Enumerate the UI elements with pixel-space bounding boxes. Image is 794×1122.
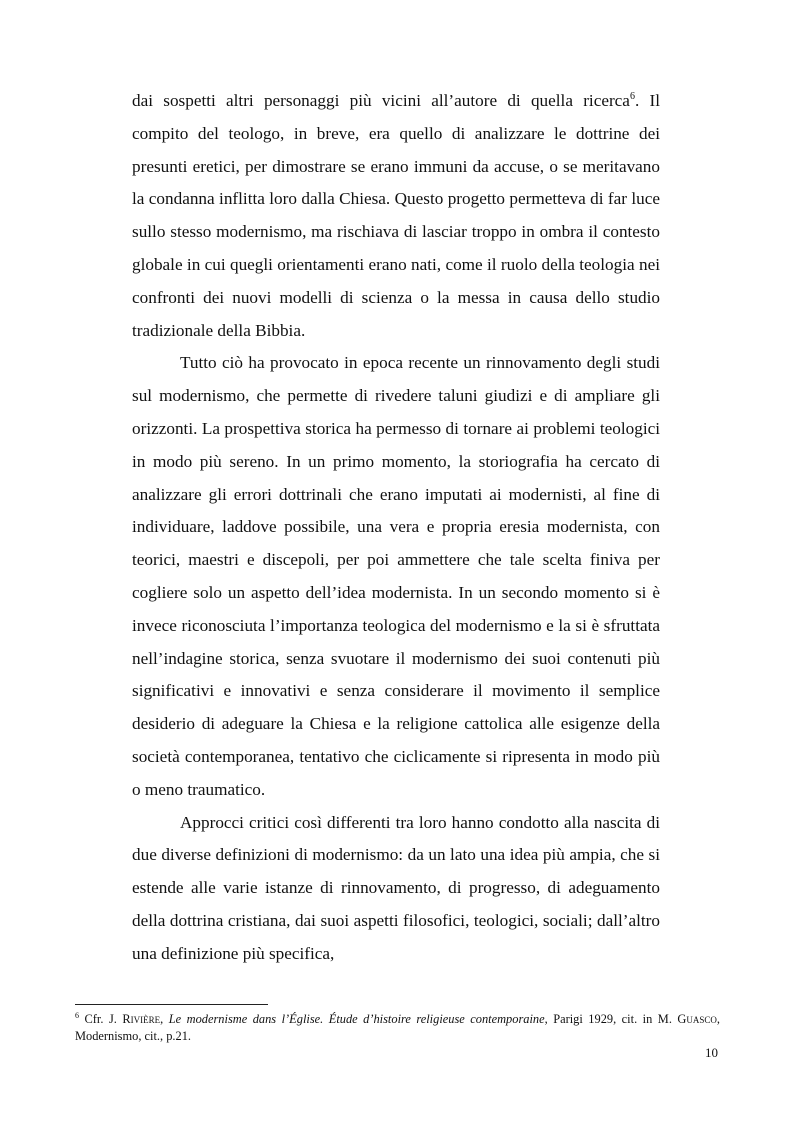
footnote-author-1: Rivière [122,1012,161,1026]
footnote-author-2: Guasco [677,1012,717,1026]
page-number: 10 [705,1045,718,1060]
footnote-middle: , Parigi 1929, cit. in M. [544,1012,678,1026]
paragraph-1 [132,85,660,347]
paragraph-1-text-end: . Il compito del teologo, in breve, era quello di analizzare le dottrine dei presunti eretici, per dimostrare se erano immuni da accuse, o se meritavano la condanna inflitta loro dalla Chiesa. Questo progetto permetteva di far luce sullo stesso modernismo, ma rischiava di lasciar troppo in ombra il contesto globale in cui quegli orientamenti erano nati, come il ruolo della teologia nei confronti dei nuovi modelli di scienza o la messa in causa dello studio tradizionale della Bibbia. [132,91,661,340]
paragraph-1-text-start: dai sospetti altri personaggi più vicini all’autore di quella ricerca [132,91,630,110]
footnote-reference: 6 [629,91,635,102]
footnote-tail: , Modernismo, cit., p.21. [75,1012,720,1043]
paragraph-3: Approcci critici così differenti tra loro hanno condotto alla nascita di due diverse definizioni di modernismo: da un lato una idea più ampia, che si estende alle varie istanze di rinnovamento, di progresso, di adeguamento della dottrina cristiana, dai suoi aspetti filosofici, teologici, sociali; dall’altro una definizione più specifica, [132,812,660,963]
body-text [132,85,660,971]
footnote [75,1011,720,1045]
footnote-separator [75,1004,268,1005]
footnote-number: 6 [75,1011,79,1020]
paragraph-2: Tutto ciò ha provocato in epoca recente un rinnovamento degli studi sul modernismo, che permette di rivedere taluni giudizi e di ampliare gli orizzonti. La prospettiva storica ha permesso di tornare ai problemi teologici in modo più sereno. In un primo momento, la storiografia ha cercato di analizzare gli errori dottrinali che erano imputati ai modernisti, al fine di individuare, laddove possibile, una vera e propria eresia modernista, con teorici, maestri e discepoli, per poi ammettere che tale scelta finiva per cogliere solo un aspetto dell’idea modernista. In un secondo momento si è invece riconosciuta l’importanza teologica del modernismo e la si è sfruttata nell’indagine storica, senza svuotare il modernismo dei suoi contenuti più significativi e innovativi e senza considerare il movimento il semplice desiderio di adeguare la Chiesa e la religione cattolica alle esigenze della società contemporanea, tentativo che ciclicamente si ripresenta in modo più o meno traumatico. [132,353,660,799]
footnote-lead: Cfr. J. [84,1012,123,1026]
footnote-cited-title: Le modernisme dans l’Église. Étude d’histoire religieuse contemporaine [168,1012,545,1026]
footnote-separator-text: , [160,1012,169,1026]
